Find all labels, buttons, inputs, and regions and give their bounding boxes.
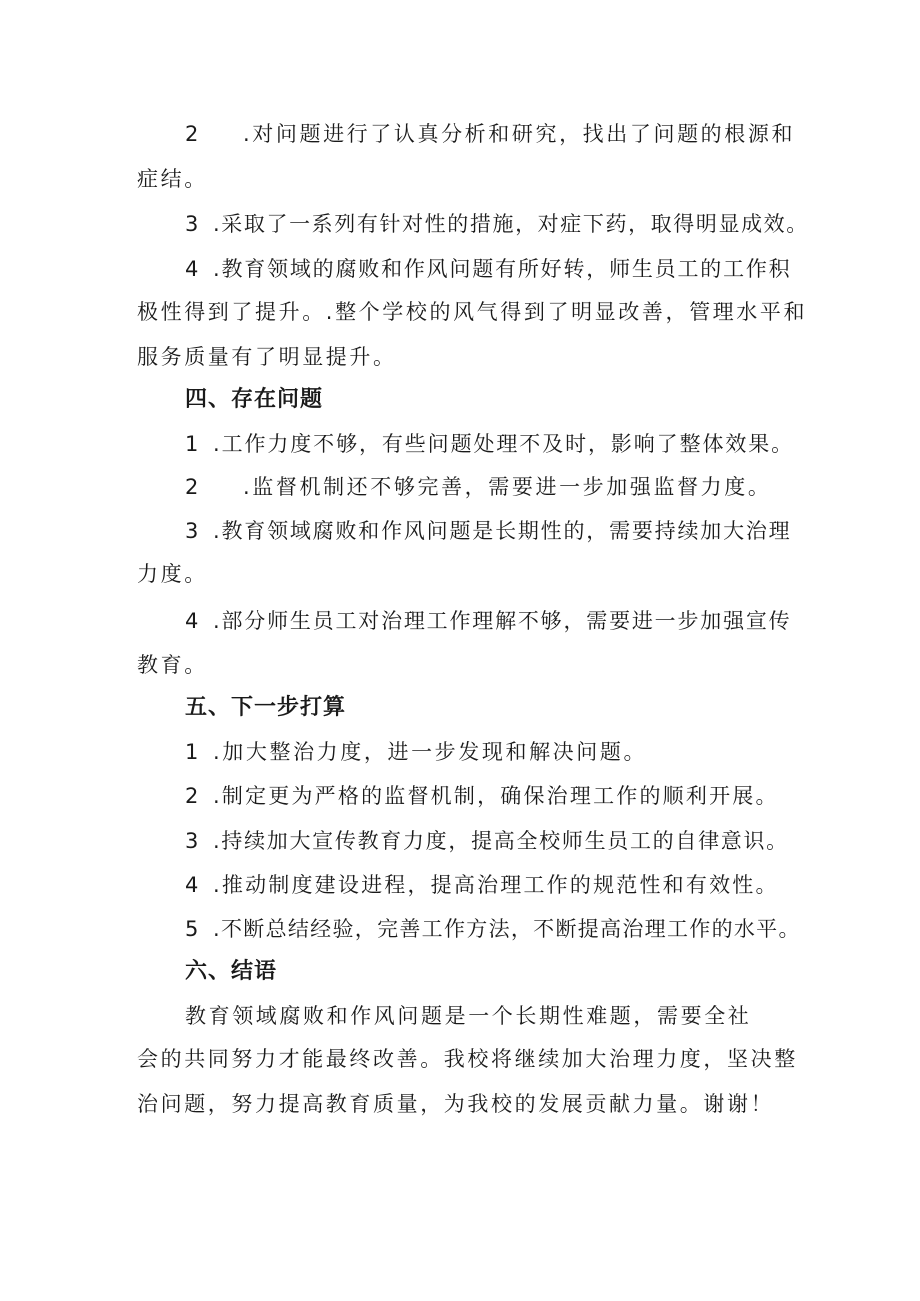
- item-text: .对问题进行了认真分析和研究，找出了问题的根源和: [243, 122, 796, 146]
- item-continuation: 教育。: [137, 653, 208, 677]
- item-number: 1: [185, 740, 199, 764]
- item-number: 2: [185, 784, 199, 808]
- paragraph-line: 教育领域腐败和作风问题是一个长期性难题，需要全社: [185, 1004, 752, 1028]
- item-number: 4: [185, 257, 199, 281]
- list-item: [185, 119, 845, 149]
- list-item: [185, 516, 845, 546]
- item-number: 4: [185, 609, 199, 633]
- item-text: .制定更为严格的监督机制，确保治理工作的顺利开展。: [213, 784, 779, 808]
- list-item: [185, 606, 845, 636]
- item-number: 2: [185, 122, 199, 146]
- list-item: [185, 472, 845, 502]
- item-text: .持续加大宣传教育力度，提高全校师生员工的自律意识。: [213, 829, 789, 853]
- item-number: 5: [185, 917, 199, 941]
- section-heading: 六、结语: [185, 959, 278, 984]
- item-number: 4: [185, 873, 199, 897]
- item-number: 1: [185, 432, 199, 456]
- item-continuation: 力度。: [137, 562, 208, 586]
- list-item: [185, 254, 845, 284]
- item-text: .工作力度不够，有些问题处理不及时，影响了整体效果。: [213, 432, 795, 456]
- item-text: .教育领域腐败和作风问题是长期性的，需要持续加大治理: [213, 519, 792, 543]
- item-text: .部分师生员工对治理工作理解不够，需要进一步加强宣传: [213, 609, 792, 633]
- list-item: [185, 870, 845, 900]
- item-text: .监督机制还不够完善，需要进一步加强监督力度。: [243, 475, 772, 499]
- item-number: 3: [185, 519, 199, 543]
- list-item: [185, 781, 845, 811]
- list-item: [185, 209, 845, 239]
- section-heading: 五、下一步打算: [185, 695, 347, 720]
- paragraph-line: 会的共同努力才能最终改善。我校将继续加大治理力度，坚决整: [137, 1047, 798, 1071]
- item-number: 3: [185, 829, 199, 853]
- item-text: .教育领域的腐败和作风问题有所好转，师生员工的工作积: [213, 257, 792, 281]
- item-continuation: 极性得到了提升。.整个学校的风气得到了明显改善，管理水平和: [137, 300, 808, 324]
- list-item: [185, 826, 845, 856]
- item-number: 2: [185, 475, 199, 499]
- item-text: .加大整治力度，进一步发现和解决问题。: [213, 740, 648, 764]
- list-item: [185, 914, 845, 944]
- list-item: [185, 737, 845, 767]
- item-continuation: 症结。: [137, 167, 208, 191]
- paragraph-line: 治问题，努力提高教育质量，为我校的发展贡献力量。谢谢！: [137, 1092, 775, 1116]
- section-heading: 四、存在问题: [185, 387, 324, 412]
- item-text: .采取了一系列有针对性的措施，对症下药，取得明显成效。: [213, 212, 809, 236]
- item-continuation: 服务质量有了明显提升。: [137, 345, 397, 369]
- list-item: [185, 429, 845, 459]
- item-text: .推动制度建设进程，提高治理工作的规范性和有效性。: [213, 873, 779, 897]
- item-text: .不断总结经验，完善工作方法，不断提高治理工作的水平。: [213, 917, 801, 941]
- item-number: 3: [185, 212, 199, 236]
